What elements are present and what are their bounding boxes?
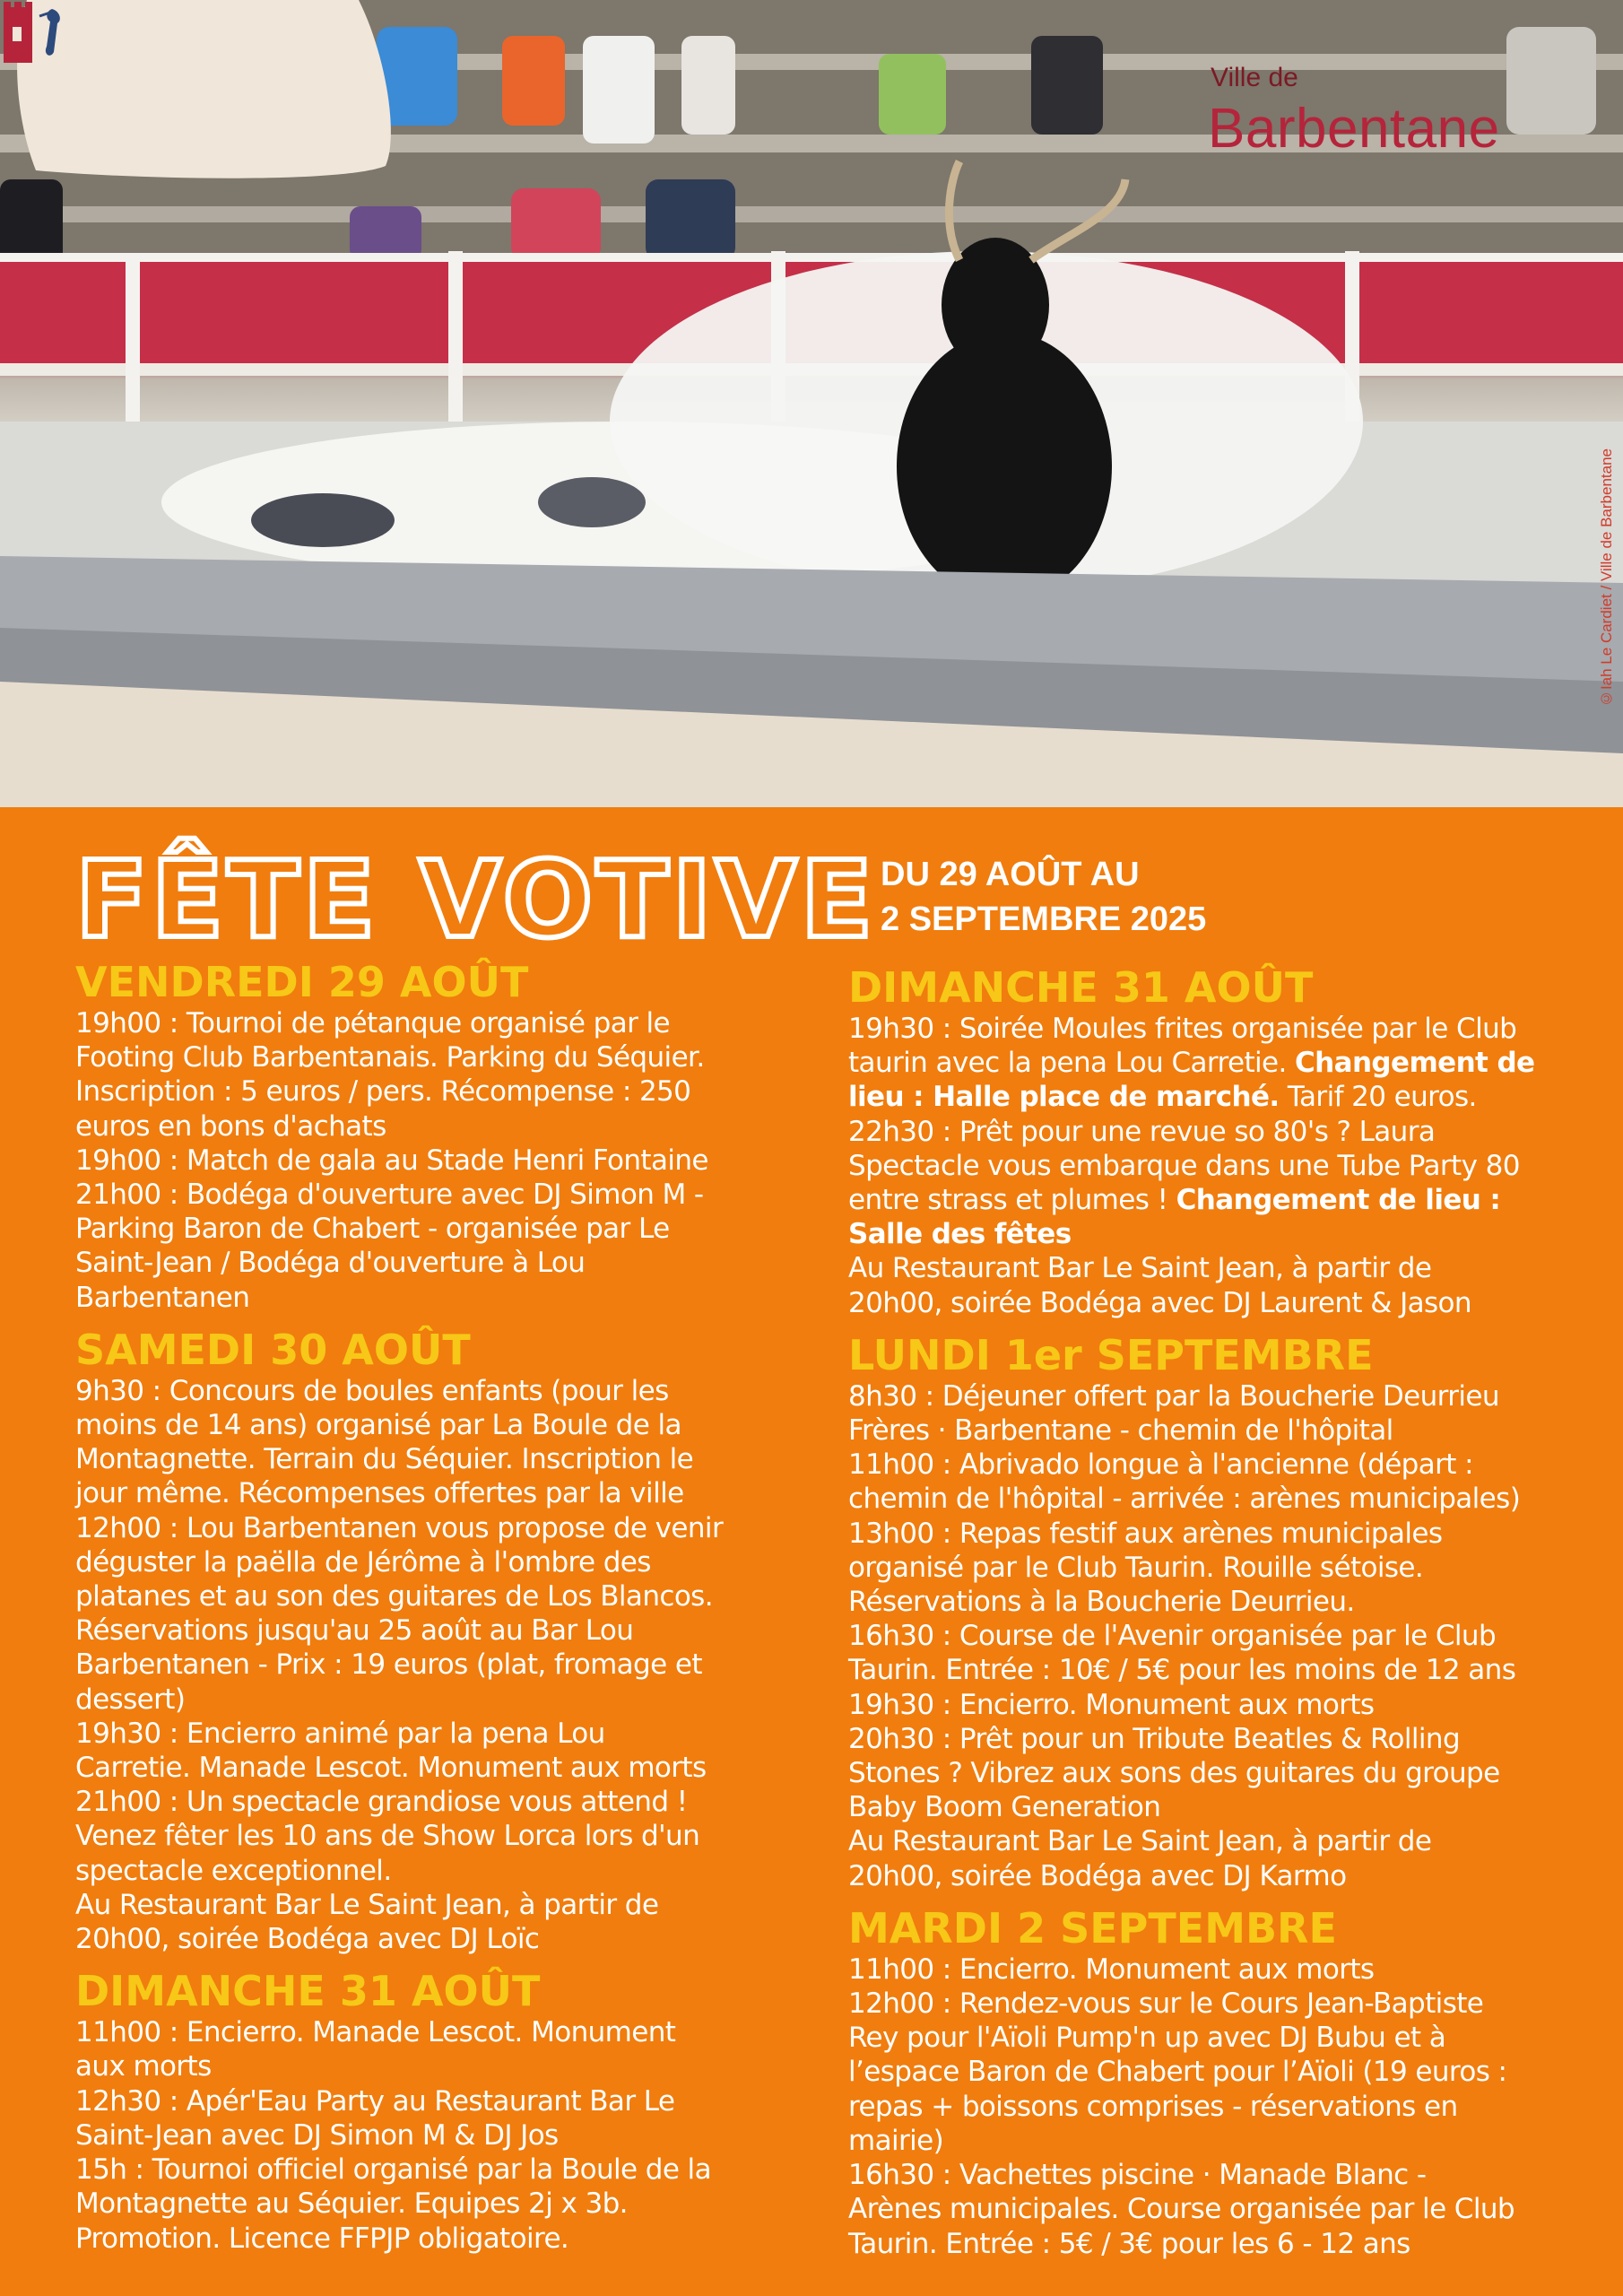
event-line: organisé par le Club Taurin. Rouille sétoise. — [848, 1551, 1424, 1584]
event-line: moins de 14 ans) organisé par La Boule de la — [75, 1409, 681, 1442]
event-line: Au Restaurant Bar Le Saint Jean, à partir de — [848, 1252, 1432, 1285]
event-line: 9h30 : Concours de boules enfants (pour les — [75, 1374, 669, 1407]
event-line: euros en bons d'achats — [75, 1109, 386, 1143]
venue-change-notice: Changement de lieu : — [1176, 1184, 1501, 1217]
event-photo — [0, 0, 1623, 807]
event-line: 8h30 : Déjeuner offert par la Boucherie Deurrieu — [848, 1379, 1499, 1413]
dates-line-2: 2 SEPTEMBRE 2025 — [881, 900, 1207, 938]
day-title: VENDREDI 29 AOÛT — [75, 958, 529, 1006]
page-title: FÊTE VOTIVE — [75, 838, 877, 961]
event-line: Barbentanen — [75, 1281, 250, 1314]
event-line: Rey pour l'Aïoli Pump'n up avec DJ Bubu et à — [848, 2022, 1446, 2055]
day-sunday-31-evening — [848, 963, 1566, 1320]
event-line: 11h00 : Abrivado longue à l'ancienne (départ : — [848, 1448, 1473, 1482]
event-line: 20h00, soirée Bodéga avec DJ Karmo — [848, 1859, 1347, 1892]
event-line: l’espace Baron de Chabert pour l’Aïoli (19 euros : — [848, 2056, 1507, 2089]
photo-credit: ©Iah Le Cardiet / Ville de Barbentane — [1598, 448, 1615, 708]
day-monday-1 — [848, 1331, 1566, 1893]
event-line: déguster la paëlla de Jérôme à l'ombre des — [75, 1545, 651, 1578]
event-line: 21h00 : Un spectacle grandiose vous attend ! — [75, 1786, 688, 1819]
event-line: dessert) — [75, 1683, 186, 1716]
day-title: DIMANCHE 31 AOÛT — [75, 1967, 541, 2016]
event-line: Footing Club Barbentanais. Parking du Séquier. — [75, 1041, 705, 1074]
event-line: Carretie. Manade Lescot. Monument aux morts — [75, 1752, 707, 1785]
dates-line-1: DU 29 AOÛT AU — [881, 856, 1140, 893]
event-line: Venez fêter les 10 ans de Show Lorca lors d'un — [75, 1820, 700, 1853]
event-line: 20h00, soirée Bodéga avec DJ Laurent & Jason — [848, 1286, 1471, 1319]
programme-left-column — [75, 958, 757, 2266]
event-line: jour même. Récompenses offertes par la ville — [75, 1477, 684, 1510]
day-title: LUNDI 1er SEPTEMBRE — [848, 1330, 1374, 1379]
event-line: 16h30 : Vachettes piscine · Manade Blanc - — [848, 2159, 1427, 2192]
event-line: 12h00 : Rendez-vous sur le Cours Jean-Baptiste — [848, 1987, 1484, 2021]
event-dates — [881, 852, 1206, 942]
event-line: 11h00 : Encierro. Manade Lescot. Monument — [75, 2016, 676, 2049]
event-line: mairie) — [848, 2124, 944, 2157]
day-title: DIMANCHE 31 AOÛT — [848, 963, 1314, 1012]
day-title: MARDI 2 SEPTEMBRE — [848, 1903, 1337, 1952]
event-line: 19h00 : Tournoi de pétanque organisé par le — [75, 1007, 670, 1039]
event-line: 16h30 : Course de l'Avenir organisée par le Club — [848, 1620, 1497, 1653]
event-line: Réservations à la Boucherie Deurrieu. — [848, 1586, 1355, 1619]
event-line: 19h00 : Match de gala au Stade Henri Fontaine — [75, 1144, 708, 1177]
event-text: Tarif 20 euros. — [1279, 1081, 1477, 1114]
day-saturday-30 — [75, 1326, 757, 1956]
event-text: entre strass et plumes ! — [848, 1184, 1176, 1217]
event-line: 12h30 : Apér'Eau Party au Restaurant Bar Le — [75, 2084, 675, 2118]
day-tuesday-2 — [848, 1904, 1566, 2261]
event-line: 11h00 : Encierro. Monument aux morts — [848, 1952, 1375, 1986]
event-line: Arènes municipales. Course organisée par le Club — [848, 2193, 1515, 2226]
event-line — [848, 1183, 1566, 1217]
venue-change-notice: lieu : Halle place de marché. — [848, 1081, 1280, 1114]
event-line: spectacle exceptionnel. — [75, 1854, 392, 1887]
event-line: Saint-Jean / Bodéga d'ouverture à Lou — [75, 1247, 586, 1280]
event-line: Au Restaurant Bar Le Saint Jean, à partir de — [75, 1888, 659, 1921]
day-title: SAMEDI 30 AOÛT — [75, 1325, 471, 1374]
event-line: 13h00 : Repas festif aux arènes municipales — [848, 1517, 1443, 1550]
event-line: Stones ? Vibrez aux sons des guitares du groupe — [848, 1757, 1500, 1790]
event-line: Promotion. Licence FFPJP obligatoire. — [75, 2222, 569, 2255]
event-line: 22h30 : Prêt pour une revue so 80's ? Laura — [848, 1115, 1436, 1148]
event-line — [848, 1080, 1566, 1114]
event-text: taurin avec la pena Lou Carretie. — [848, 1047, 1296, 1080]
event-line: Montagnette. Terrain du Séquier. Inscription le — [75, 1443, 694, 1476]
event-line: Spectacle vous embarque dans une Tube Party 80 — [848, 1149, 1520, 1182]
event-line: 19h30 : Encierro animé par la pena Lou — [75, 1717, 605, 1750]
event-line: 20h00, soirée Bodéga avec DJ Loïc — [75, 1923, 540, 1956]
event-line: Saint-Jean avec DJ Simon M & DJ Jos — [75, 2118, 559, 2152]
event-line: Barbentanen - Prix : 19 euros (plat, fromage et — [75, 1648, 702, 1682]
event-line: 20h30 : Prêt pour un Tribute Beatles & Rolling — [848, 1722, 1461, 1755]
event-line: 19h30 : Encierro. Monument aux morts — [848, 1688, 1375, 1721]
event-line: Montagnette au Séquier. Equipes 2j x 3b. — [75, 2187, 628, 2221]
logo-prefix: Ville de — [1211, 63, 1298, 92]
event-line: Frères · Barbentane - chemin de l'hôpital — [848, 1414, 1393, 1448]
tower-heron-icon — [0, 0, 72, 72]
event-line: Taurin. Entrée : 10€ / 5€ pour les moins de 12 ans — [848, 1654, 1516, 1687]
logo-town-name: Barbentane — [1208, 98, 1500, 160]
event-line: Taurin. Entrée : 5€ / 3€ pour les 6 - 12 ans — [848, 2227, 1410, 2260]
event-line — [848, 1046, 1566, 1080]
event-line: 12h00 : Lou Barbentanen vous propose de venir — [75, 1511, 724, 1544]
event-line: aux morts — [75, 2050, 212, 2083]
event-line: Réservations jusqu'au 25 août au Bar Lou — [75, 1614, 634, 1648]
event-line: 21h00 : Bodéga d'ouverture avec DJ Simon M - — [75, 1178, 704, 1212]
event-line: chemin de l'hôpital - arrivée : arènes municipales) — [848, 1483, 1521, 1516]
event-line: Baby Boom Generation — [848, 1791, 1161, 1824]
venue-change-notice: Salle des fêtes — [848, 1218, 1072, 1251]
event-line: 19h30 : Soirée Moules frites organisée par le Club — [848, 1013, 1517, 1045]
event-line: repas + boissons comprises - réservations en — [848, 2090, 1458, 2123]
day-friday-29 — [75, 958, 757, 1315]
event-line: 15h : Tournoi officiel organisé par la Boule de la — [75, 2153, 711, 2187]
event-line — [848, 1217, 1566, 1251]
event-line: Au Restaurant Bar Le Saint Jean, à partir de — [848, 1825, 1432, 1858]
event-line: Inscription : 5 euros / pers. Récompense : 250 — [75, 1075, 691, 1109]
event-line: platanes et au son des guitares de Los Blancos. — [75, 1580, 713, 1613]
venue-change-notice: Changement de — [1295, 1047, 1535, 1080]
event-line: Parking Baron de Chabert - organisée par Le — [75, 1213, 670, 1246]
day-sunday-31-morning — [75, 1967, 757, 2255]
programme-right-column — [848, 963, 1566, 2272]
